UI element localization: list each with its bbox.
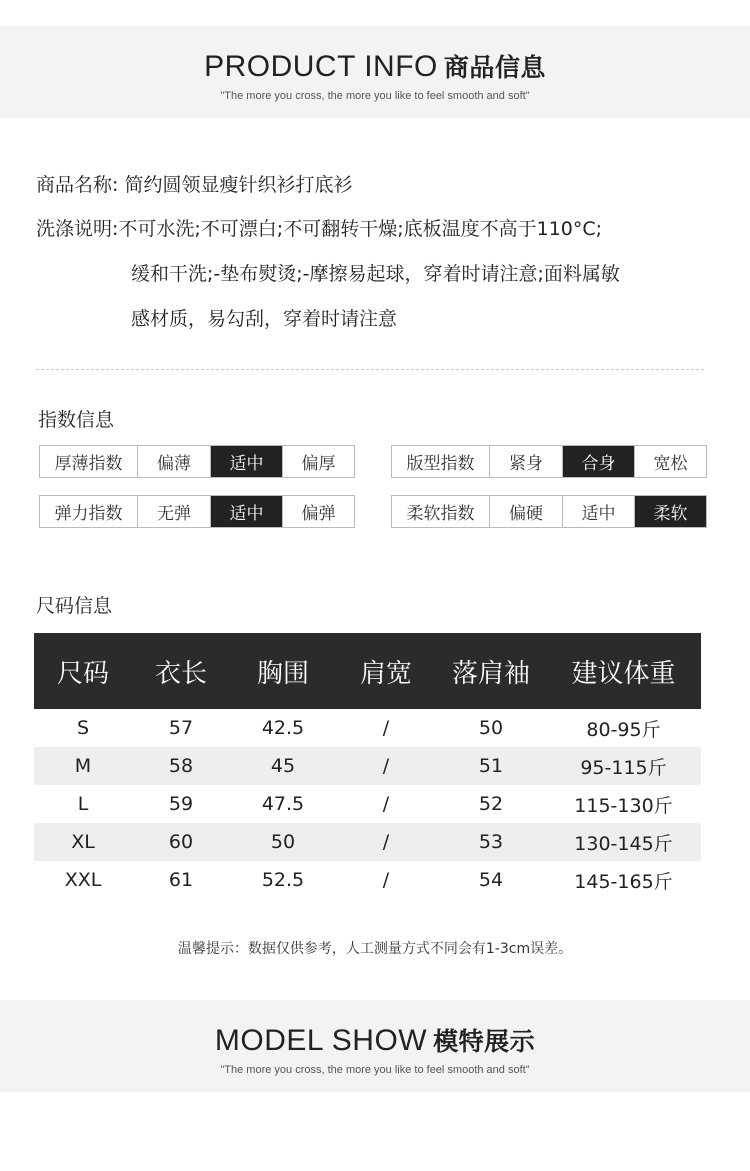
table-cell: 57 <box>168 717 194 739</box>
size-table-header-cell: 落肩袖 <box>451 658 530 689</box>
table-cell: 47.5 <box>261 793 305 815</box>
table-cell: 145-165斤 <box>574 870 673 893</box>
table-cell: 130-145斤 <box>574 832 673 855</box>
index-label: 柔软指数 <box>406 504 475 524</box>
size-table-body <box>34 709 701 899</box>
table-cell: / <box>382 869 390 891</box>
table-row <box>34 747 701 785</box>
index-option-selected: 适中 <box>210 496 282 527</box>
table-cell: / <box>382 755 390 777</box>
index-row <box>391 445 707 478</box>
table-row <box>34 823 701 861</box>
index-label: 厚薄指数 <box>54 454 123 474</box>
table-cell: 52 <box>478 793 504 815</box>
table-row <box>34 785 701 823</box>
table-cell: 60 <box>168 831 194 853</box>
size-section-title: 尺码信息 <box>36 595 113 617</box>
index-option: 紧身 <box>489 446 562 477</box>
table-cell: 52.5 <box>261 869 305 891</box>
size-table-header-cell: 尺码 <box>56 658 109 689</box>
index-option-selected: 柔软 <box>634 496 706 527</box>
size-table-header-cell: 胸围 <box>256 658 309 689</box>
wash-instructions-line-2: 缓和干洗;-垫布熨烫;-摩擦易起球，穿着时请注意;面料属敏 <box>131 263 620 285</box>
index-option: 适中 <box>562 496 634 527</box>
table-cell: 45 <box>270 755 296 777</box>
index-option: 无弹 <box>137 496 210 527</box>
index-option-selected: 适中 <box>210 446 282 477</box>
model-show-subtitle: "The more you cross, the more you like to feel smooth and soft" <box>220 1064 530 1076</box>
size-table-header <box>34 633 701 709</box>
wash-instructions-line-1: 洗涤说明:不可水洗;不可漂白;不可翻转干燥;底板温度不高于110°C; <box>36 218 603 240</box>
product-info-subtitle: "The more you cross, the more you like to feel smooth and soft" <box>220 90 530 102</box>
table-row <box>34 861 701 899</box>
table-cell: XXL <box>64 869 102 891</box>
model-show-header <box>0 1000 750 1092</box>
index-row <box>39 445 355 478</box>
table-cell: M <box>74 755 92 777</box>
wash-instructions-line-3: 感材质，易勾刮，穿着时请注意 <box>131 308 398 330</box>
product-info-title-en: PRODUCT INFO <box>204 50 438 83</box>
table-cell: / <box>382 831 390 853</box>
table-cell: 58 <box>168 755 194 777</box>
index-label: 弹力指数 <box>54 504 123 524</box>
index-label: 版型指数 <box>406 454 475 474</box>
table-cell: 115-130斤 <box>574 794 673 817</box>
size-table-header-cell: 肩宽 <box>359 658 412 689</box>
table-cell: 53 <box>478 831 504 853</box>
model-show-title-cn: 模特展示 <box>433 1027 536 1056</box>
table-row <box>34 709 701 747</box>
product-info-title-cn: 商品信息 <box>443 53 546 82</box>
table-cell: 42.5 <box>261 717 305 739</box>
table-cell: 51 <box>478 755 504 777</box>
size-table-header-cell: 衣长 <box>154 658 207 689</box>
table-cell: 50 <box>478 717 504 739</box>
section-divider <box>36 369 704 370</box>
index-row <box>391 495 707 528</box>
table-cell: / <box>382 793 390 815</box>
index-option-selected: 合身 <box>562 446 634 477</box>
index-section-title: 指数信息 <box>38 409 115 431</box>
product-name: 商品名称: 简约圆领显瘦针织衫打底衫 <box>36 174 353 196</box>
index-option: 偏硬 <box>489 496 562 527</box>
product-info-title <box>204 50 546 83</box>
table-cell: 59 <box>168 793 194 815</box>
table-cell: / <box>382 717 390 739</box>
table-cell: L <box>77 793 89 815</box>
size-table <box>34 633 701 899</box>
measurement-note: 温馨提示：数据仅供参考，人工测量方式不同会有1-3cm误差。 <box>177 941 573 957</box>
table-cell: 54 <box>478 869 504 891</box>
table-cell: 80-95斤 <box>586 718 661 741</box>
index-option: 偏弹 <box>282 496 354 527</box>
index-option: 宽松 <box>634 446 706 477</box>
table-cell: 50 <box>270 831 296 853</box>
table-cell: 95-115斤 <box>580 756 667 779</box>
index-option: 偏厚 <box>282 446 354 477</box>
table-cell: 61 <box>168 869 194 891</box>
size-table-header-cell: 建议体重 <box>571 658 676 689</box>
index-row <box>39 495 355 528</box>
model-show-title-en: MODEL SHOW <box>214 1024 428 1057</box>
product-info-header <box>0 26 750 118</box>
model-show-title <box>215 1024 535 1057</box>
table-cell: S <box>76 717 90 739</box>
index-option: 偏薄 <box>137 446 210 477</box>
table-cell: XL <box>71 831 95 853</box>
